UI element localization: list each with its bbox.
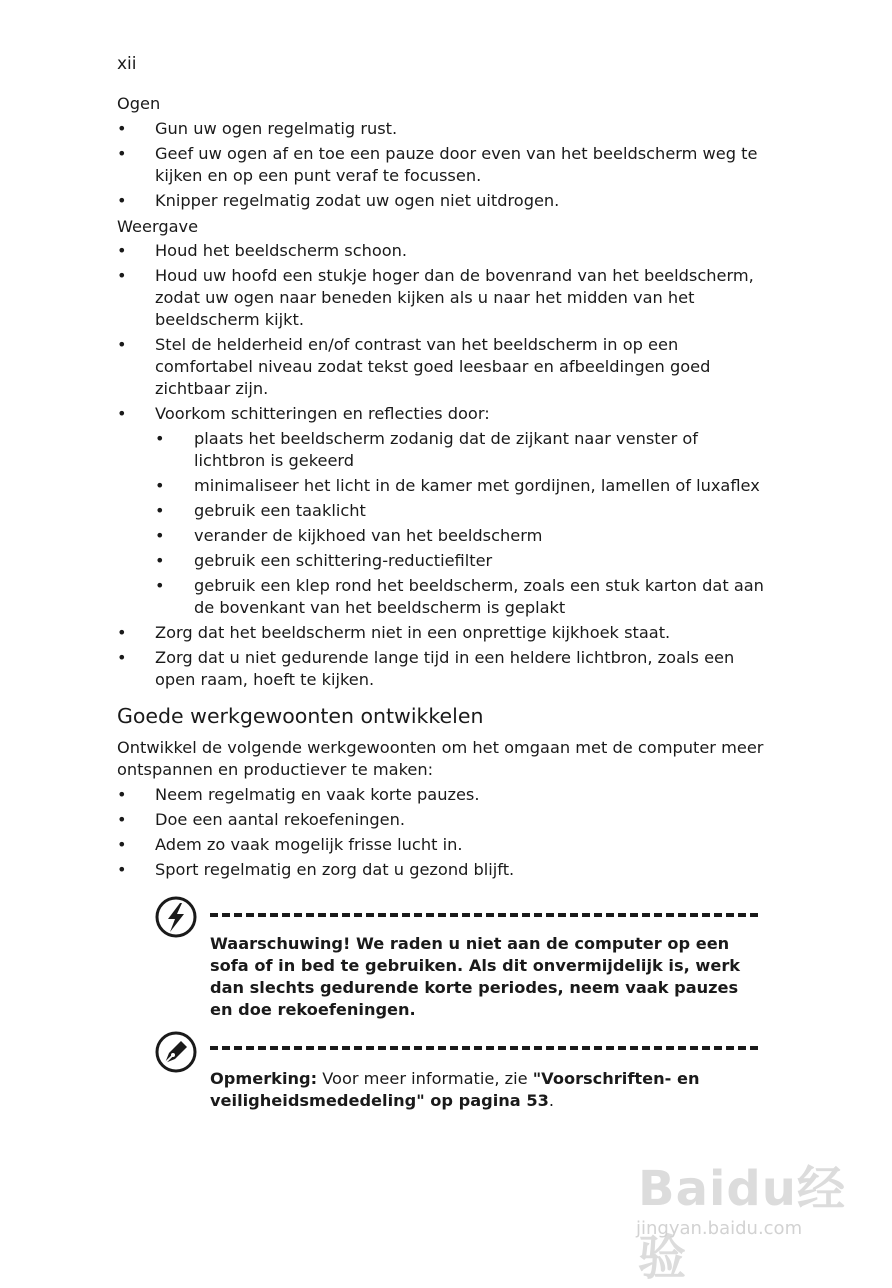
list-item: • Neem regelmatig en vaak korte pauzes.: [117, 784, 767, 806]
list-item: • Adem zo vaak mogelijk frisse lucht in.: [117, 834, 767, 856]
watermark-url: jingyan.baidu.com: [636, 1218, 803, 1239]
note-divider: [210, 1046, 758, 1050]
weergave-label: Weergave: [117, 217, 199, 236]
list-item: [117, 403, 767, 619]
list-item: • Knipper regelmatig zodat uw ogen niet uitdrogen.: [117, 190, 767, 212]
watermark-brand: Baidu经验: [638, 1161, 846, 1286]
list-item-text: Voorkom schitteringen en reflecties door:: [155, 404, 490, 423]
sub-list-item: • gebruik een taaklicht: [155, 500, 767, 522]
list-item: • Doe een aantal rekoefeningen.: [117, 809, 767, 831]
warning-text: Waarschuwing! We raden u niet aan de computer op een sofa of in bed te gebruiken. Als dit onvermijdelijk is, werk dan slechts gedurende korte periodes, neem vaak pauzes en doe rekoefeningen.: [210, 934, 741, 1019]
sub-list-item: • gebruik een klep rond het beeldscherm, zoals een stuk karton dat aan de bovenkant van het beeldscherm is geplakt: [155, 575, 767, 619]
list-item: • Houd het beeldscherm schoon.: [117, 240, 767, 262]
page-number: xii: [117, 54, 137, 74]
sub-list-item: • verander de kijkhoed van het beeldscherm: [155, 525, 767, 547]
ogen-section: [117, 93, 767, 215]
warning-divider: [210, 913, 758, 917]
note-pen-icon: [154, 1030, 198, 1074]
sub-list-item: • minimaliseer het licht in de kamer met gordijnen, lamellen of luxaflex: [155, 475, 767, 497]
note-body: Voor meer informatie, zie: [317, 1069, 533, 1088]
sub-list-item: • plaats het beeldscherm zodanig dat de zijkant naar venster of lichtbron is gekeerd: [155, 428, 767, 472]
note-text: [210, 1068, 750, 1112]
intro-paragraph: Ontwikkel de volgende werkgewoonten om het omgaan met de computer meer ontspannen en productiever te maken:: [117, 738, 764, 779]
weergave-list: [117, 240, 767, 691]
ogen-label: Ogen: [117, 94, 161, 113]
werkgewoonten-list: [117, 784, 767, 881]
warning-lightning-icon: [154, 895, 198, 939]
note-reference-link[interactable]: "Voorschriften- en veiligheidsmededeling" op pagina 53: [210, 1069, 700, 1110]
note-label: Opmerking:: [210, 1069, 318, 1088]
note-end: .: [548, 1091, 555, 1110]
werkgewoonten-section: [117, 705, 767, 884]
note-box: [150, 1028, 770, 1118]
list-item: • Stel de helderheid en/of contrast van het beeldscherm in op een comfortabel niveau zodat tekst goed leesbaar en afbeeldingen goed zichtbaar zijn.: [117, 334, 767, 400]
warning-box: [150, 893, 770, 1023]
sub-list-item: • gebruik een schittering-reductiefilter: [155, 550, 767, 572]
list-item: • Zorg dat u niet gedurende lange tijd in een heldere lichtbron, zoals een open raam, hoeft te kijken.: [117, 647, 767, 691]
section-heading: Goede werkgewoonten ontwikkelen: [117, 704, 484, 728]
list-item: • Geef uw ogen af en toe een pauze door even van het beeldscherm weg te kijken en op een punt veraf te focussen.: [117, 143, 767, 187]
list-item: • Zorg dat het beeldscherm niet in een onprettige kijkhoek staat.: [117, 622, 767, 644]
list-item: • Houd uw hoofd een stukje hoger dan de bovenrand van het beeldscherm, zodat uw ogen naar beneden kijken als u naar het midden van het beeldscherm kijkt.: [117, 265, 767, 331]
weergave-section: [117, 216, 767, 694]
list-item: • Sport regelmatig en zorg dat u gezond blijft.: [117, 859, 767, 881]
list-item: • Gun uw ogen regelmatig rust.: [117, 118, 767, 140]
baidu-watermark: [630, 1140, 870, 1286]
reflection-sublist: [155, 428, 767, 619]
ogen-list: [117, 118, 767, 212]
